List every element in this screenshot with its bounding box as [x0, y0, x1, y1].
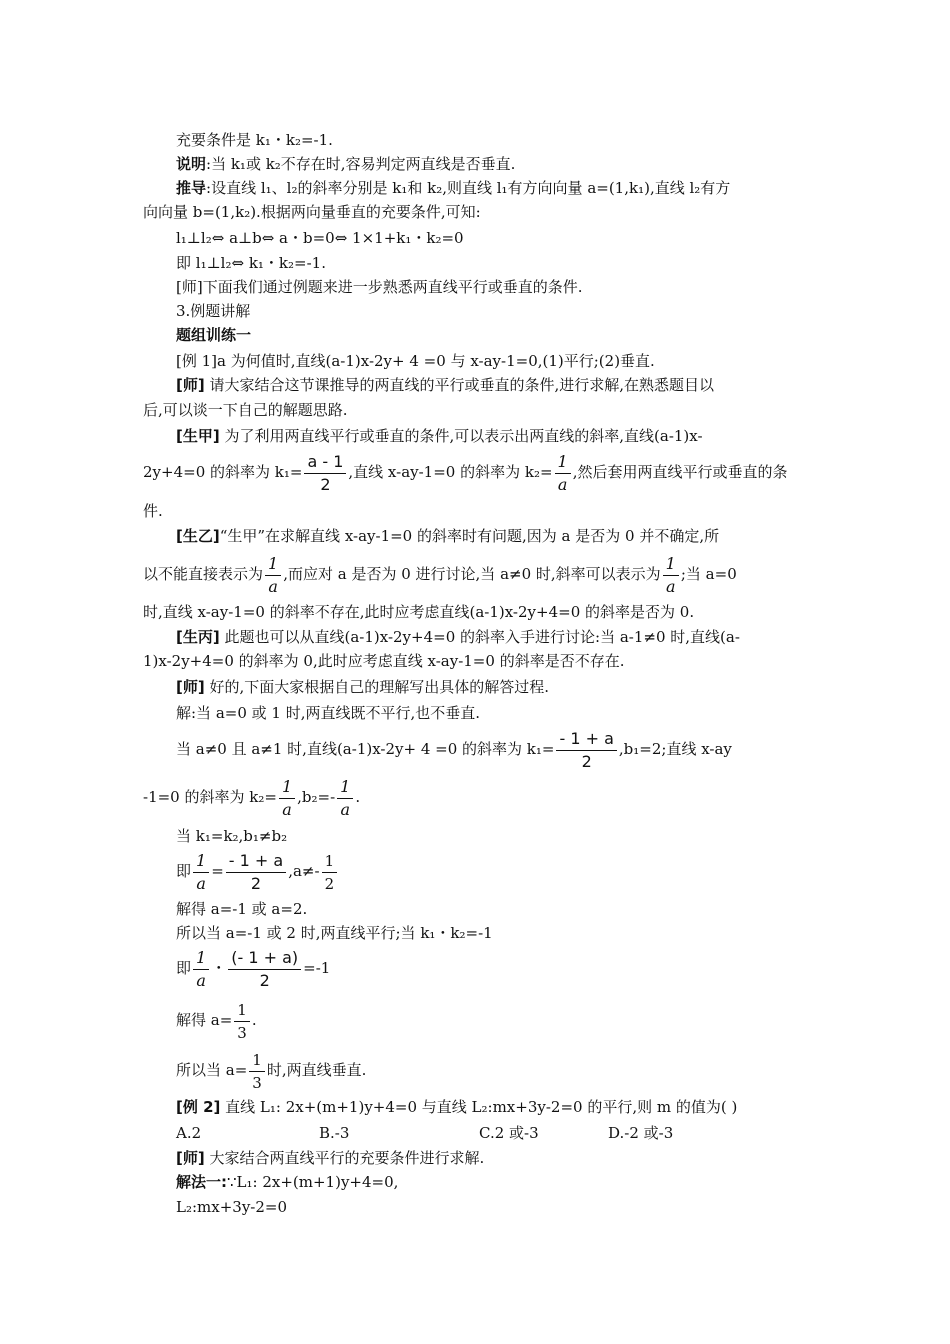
- line-text: ,而应对 a 是否为 0 进行讨论,当 a≠0 时,斜率可以表示为: [283, 565, 661, 583]
- line-text: ,直线 x-ay-1=0 的斜率为 k₂=: [348, 463, 553, 481]
- method-label: 解法一:: [176, 1173, 227, 1191]
- line-text: 时,直线 x-ay-1=0 的斜率不存在,此时应考虑直线(a-1)x-2y+4=0 的斜率是否为 0.: [143, 603, 695, 621]
- line-text: 以不能直接表示为: [143, 565, 264, 583]
- line-text: 大家结合两直线平行的充要条件进行求解.: [204, 1149, 485, 1167]
- line-text: 1)x-2y+4=0 的斜率为 0,此时应考虑直线 x-ay-1=0 的斜率是否不存在.: [143, 652, 625, 670]
- text-line: [176, 923, 493, 943]
- option-a: A.2: [176, 1124, 202, 1142]
- text-line: [176, 727, 732, 773]
- text-line: [143, 602, 694, 622]
- text-line: [143, 501, 163, 521]
- line-text: 即: [176, 959, 192, 977]
- line-text: 向向量 b=(1,k₂).根据两向量垂直的充要条件,可知:: [143, 203, 481, 221]
- example-text: [例 1]a 为何值时,直线(a-1)x-2y+ 4 =0 与 x-ay-1=0,(1)平行;(2)垂直.: [176, 352, 655, 370]
- fraction: $\frac{(- 1 + a)}{2}$: [228, 947, 301, 992]
- speaker-label: [师]: [176, 678, 205, 696]
- line-text: .: [355, 788, 361, 806]
- line-text: 所以当 a=-1 或 2 时,两直线平行;当 k₁・k₂=-1: [176, 924, 493, 942]
- text-line: [176, 849, 339, 895]
- text-line: [143, 400, 348, 420]
- text-line: [176, 677, 549, 697]
- line-text: [师]下面我们通过例题来进一步熟悉两直线平行或垂直的条件.: [176, 278, 583, 296]
- text-line: [143, 651, 624, 671]
- text-line: [176, 1148, 484, 1168]
- line-text: -1=0 的斜率为 k₂=: [143, 788, 277, 806]
- text-line: [176, 1197, 287, 1217]
- fraction: $\frac{1}{3}$: [249, 1049, 265, 1094]
- line-text: 即: [176, 862, 192, 880]
- text-line: [176, 130, 333, 150]
- example-label: [例 2]: [176, 1098, 221, 1116]
- fraction: $\frac{1}{a}$: [265, 553, 281, 598]
- text-line: [176, 178, 730, 198]
- text-line: [176, 1172, 398, 1192]
- line-text: “生甲”在求解直线 x-ay-1=0 的斜率时有问题,因为 a 是否为 0 并不确定,所: [219, 527, 720, 545]
- fraction: $\frac{a - 1}{2}$: [304, 451, 346, 496]
- speaker-label: [生丙]: [176, 628, 220, 646]
- text-line: [176, 325, 251, 345]
- text-line: [176, 228, 464, 248]
- text-line: [176, 1097, 737, 1117]
- derivation-label: 推导: [176, 179, 207, 197]
- line-text: ;当 a=0: [680, 565, 737, 583]
- text-line: [176, 375, 714, 395]
- line-text: 件.: [143, 502, 163, 520]
- text-line: [176, 154, 515, 174]
- solution-text: 解:当 a=0 或 1 时,两直线既不平行,也不垂直.: [176, 704, 481, 722]
- text-line: [176, 826, 287, 846]
- text-line: [176, 277, 582, 297]
- text-line: [176, 426, 703, 446]
- line-text: ∵L₁: 2x+(m+1)y+4=0,: [227, 1173, 399, 1191]
- text-line: [176, 703, 480, 723]
- line-text: 好的,下面大家根据自己的理解写出具体的解答过程.: [204, 678, 550, 696]
- speaker-label: [生乙]: [176, 527, 220, 545]
- fraction: $\frac{1}{a}$: [337, 776, 353, 821]
- line-text: 解得 a=: [176, 1011, 233, 1029]
- fraction: $\frac{- 1 + a}{2}$: [556, 728, 616, 773]
- option-d: D.-2 或-3: [608, 1124, 674, 1142]
- text-line: [176, 946, 330, 992]
- line-text: :设直线 l₁、l₂的斜率分别是 k₁和 k₂,则直线 l₁有方向向量 a=(1,k₁),直线 l₂有方: [206, 179, 731, 197]
- line-text: 后,可以谈一下自己的解题思路.: [143, 401, 348, 419]
- speaker-label: [生甲]: [176, 427, 220, 445]
- speaker-label: [师]: [176, 1149, 205, 1167]
- fraction: $\frac{- 1 + a}{2}$: [226, 850, 286, 895]
- line-text: ,b₁=2;直线 x-ay: [618, 740, 732, 758]
- line-text: 直线 L₁: 2x+(m+1)y+4=0 与直线 L₂:mx+3y-2=0 的平行,则 m 的值为( ): [220, 1098, 738, 1116]
- line-text: =: [211, 862, 224, 880]
- line-text: 请大家结合这节课推导的两直线的平行或垂直的条件,进行求解,在熟悉题目以: [204, 376, 715, 394]
- line-text: 解得 a=-1 或 a=2.: [176, 900, 308, 918]
- line-text: 所以当 a=: [176, 1061, 248, 1079]
- text-line: [176, 899, 307, 919]
- fraction: $\frac{1}{a}$: [193, 947, 209, 992]
- fraction: $\frac{1}{a}$: [663, 553, 679, 598]
- fraction: $\frac{1}{3}$: [234, 999, 250, 1044]
- line-text: 充要条件是 k₁・k₂=-1.: [176, 131, 333, 149]
- fraction: $\frac{1}{a}$: [279, 776, 295, 821]
- fraction: $\frac{1}{2}$: [322, 850, 338, 895]
- line-text: .: [251, 1011, 257, 1029]
- line-text: l₁⊥l₂⇔ a⊥b⇔ a・b=0⇔ 1×1+k₁・k₂=0: [176, 229, 464, 247]
- line-text: 当 k₁=k₂,b₁≠b₂: [176, 827, 288, 845]
- line-text: 2y+4=0 的斜率为 k₁=: [143, 463, 303, 481]
- text-line: [143, 202, 481, 222]
- line-text: =-1: [303, 959, 331, 977]
- line-text: 即 l₁⊥l₂⇔ k₁・k₂=-1.: [176, 254, 326, 272]
- text-line: [176, 998, 257, 1044]
- text-line: [143, 450, 788, 496]
- fraction: $\frac{1}{a}$: [555, 451, 571, 496]
- line-text: 此题也可以从直线(a-1)x-2y+4=0 的斜率入手进行讨论:当 a-1≠0 时,直线(a-: [219, 628, 740, 646]
- option-c: C.2 或-3: [479, 1124, 539, 1142]
- group-heading: 题组训练一: [176, 326, 252, 344]
- text-line: [176, 627, 740, 647]
- text-line: [143, 552, 737, 598]
- text-line: [176, 526, 719, 546]
- text-line: [176, 1048, 366, 1094]
- line-text: ,b₂=-: [297, 788, 336, 806]
- line-text: :当 k₁或 k₂不存在时,容易判定两直线是否垂直.: [206, 155, 516, 173]
- section-heading: 3.例题讲解: [176, 302, 251, 320]
- line-text: ,然后套用两直线平行或垂直的条: [572, 463, 788, 481]
- line-text: 为了利用两直线平行或垂直的条件,可以表示出两直线的斜率,直线(a-1)x-: [219, 427, 703, 445]
- line-text: ・: [211, 959, 227, 977]
- text-line: [176, 301, 250, 321]
- line-text: ,a≠-: [288, 862, 320, 880]
- line-text: 当 a≠0 且 a≠1 时,直线(a-1)x-2y+ 4 =0 的斜率为 k₁=: [176, 740, 555, 758]
- text-line: [176, 351, 655, 371]
- line-text: 时,两直线垂直.: [266, 1061, 367, 1079]
- option-b: B.-3: [319, 1124, 350, 1142]
- note-label: 说明: [176, 155, 207, 173]
- line-text: L₂:mx+3y-2=0: [176, 1198, 288, 1216]
- fraction: $\frac{1}{a}$: [193, 850, 209, 895]
- text-line: [143, 775, 360, 821]
- speaker-label: [师]: [176, 376, 205, 394]
- text-line: [176, 253, 326, 273]
